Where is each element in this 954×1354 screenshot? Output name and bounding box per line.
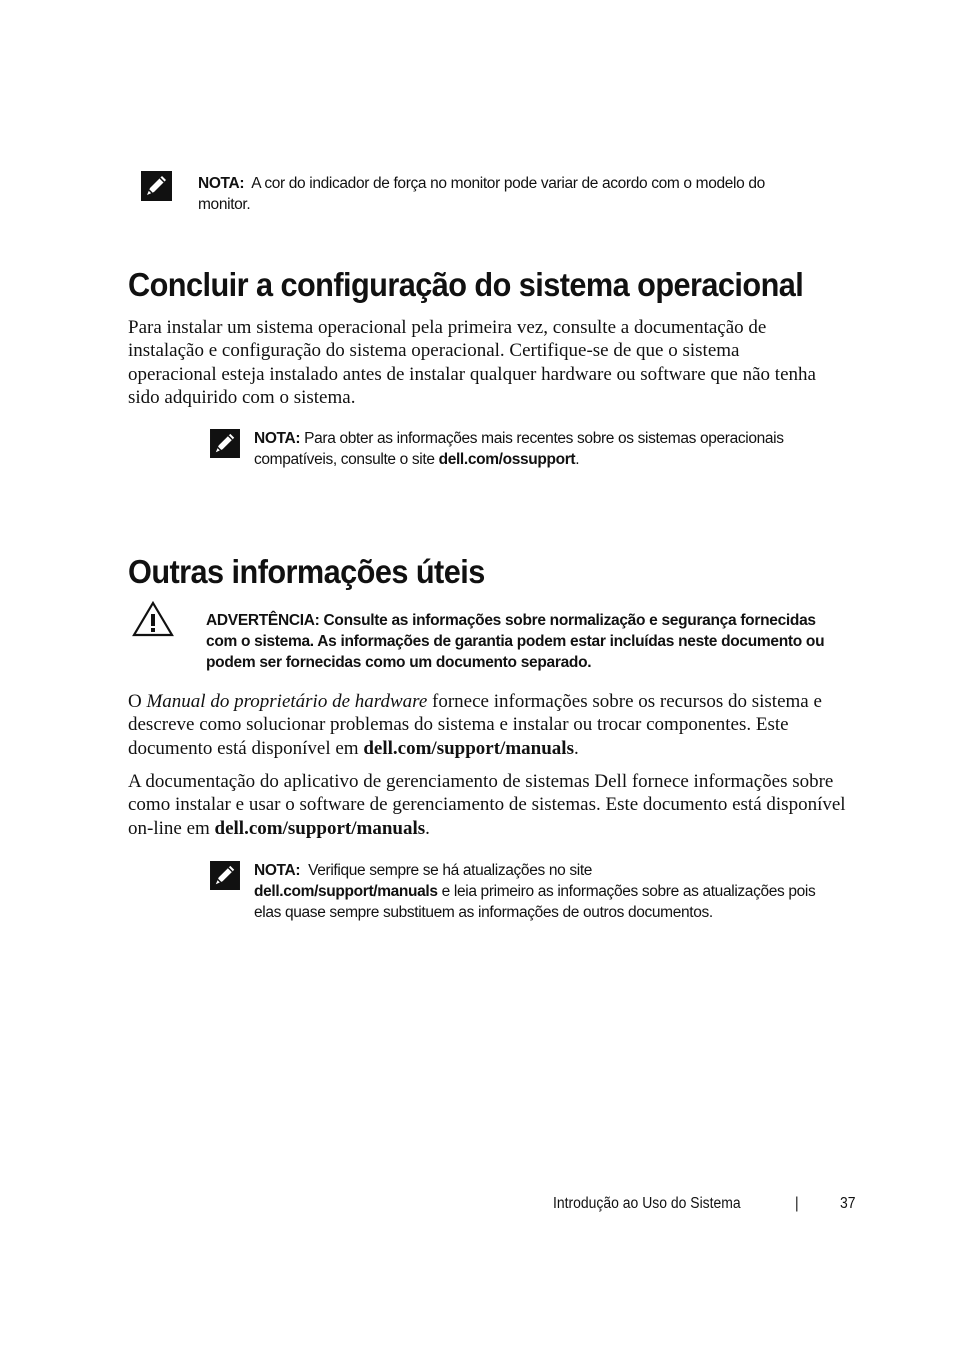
footer-separator: | (795, 1195, 799, 1212)
page-number: 37 (840, 1195, 856, 1212)
warning-label: ADVERTÊNCIA: (206, 612, 320, 629)
note-label: NOTA: (254, 862, 301, 879)
note-os-support (254, 428, 794, 470)
section2-para1 (128, 690, 858, 760)
note-pencil-icon (141, 171, 172, 201)
note-pencil-icon (210, 861, 240, 890)
support-manuals-link[interactable]: dell.com/support/manuals (363, 737, 574, 759)
heading-outras-informacoes: Outras informações úteis (128, 553, 485, 590)
warning-triangle-icon (132, 601, 174, 637)
note-text: e leia primeiro as informações sobre as atualizações pois elas quase sempre substituem as informações de outros documentos. (254, 883, 816, 921)
note-text: A cor do indicador de força no monitor pode variar de acordo com o modelo do monitor. (198, 175, 765, 213)
manual-title: Manual do proprietário de hardware (146, 691, 428, 712)
note-text: Para obter as informações mais recentes sobre os sistemas operacionais compatíveis, consulte o site (254, 430, 784, 468)
para-end: . (573, 737, 579, 759)
warning-block (206, 610, 846, 673)
note-updates (254, 860, 819, 923)
section1-paragraph: Para instalar um sistema operacional pela primeira vez, consulte a documentação de instalação e configuração do sistema operacional. Certifique-se de que o sistema operacional esteja instalado antes de instalar qualquer hardware ou software que não tenha sido adquirido com o sistema. (128, 317, 816, 408)
warning-text: Consulte as informações sobre normalização e segurança fornecidas com o sistema. As informações de garantia podem estar incluídas neste documento ou podem ser fornecidas como um documento separado. (206, 612, 825, 671)
para-text: fornece informações sobre os recursos do sistema e descreve como solucionar problemas do sistema e instalar ou trocar componentes. Este documento está disponível em (128, 691, 822, 759)
para-text: O (128, 691, 142, 712)
support-manuals-link[interactable]: dell.com/support/manuals (254, 883, 438, 900)
note-pencil-icon (210, 429, 240, 458)
support-manuals-link[interactable]: dell.com/support/manuals (214, 817, 426, 839)
heading-concluir-configuracao: Concluir a configuração do sistema operacional (128, 266, 804, 303)
note-text: Verifique sempre se há atualizações no site (308, 862, 593, 879)
para-text: A documentação do aplicativo de gerenciamento de sistemas Dell fornece informações sobre como instalar e usar o software de gerenciamento de sistemas. Este documento está disponível on-line em (128, 771, 846, 839)
note-power-indicator (198, 173, 808, 215)
note-label: NOTA: (198, 175, 245, 192)
note-end: . (575, 451, 580, 468)
ossupport-link[interactable]: dell.com/ossupport (438, 451, 576, 468)
para-end: . (425, 817, 430, 839)
note-label: NOTA: (254, 430, 301, 447)
section1-body (128, 316, 828, 409)
footer-section-title: Introdução ao Uso do Sistema (553, 1195, 741, 1212)
section2-para2 (128, 770, 873, 840)
